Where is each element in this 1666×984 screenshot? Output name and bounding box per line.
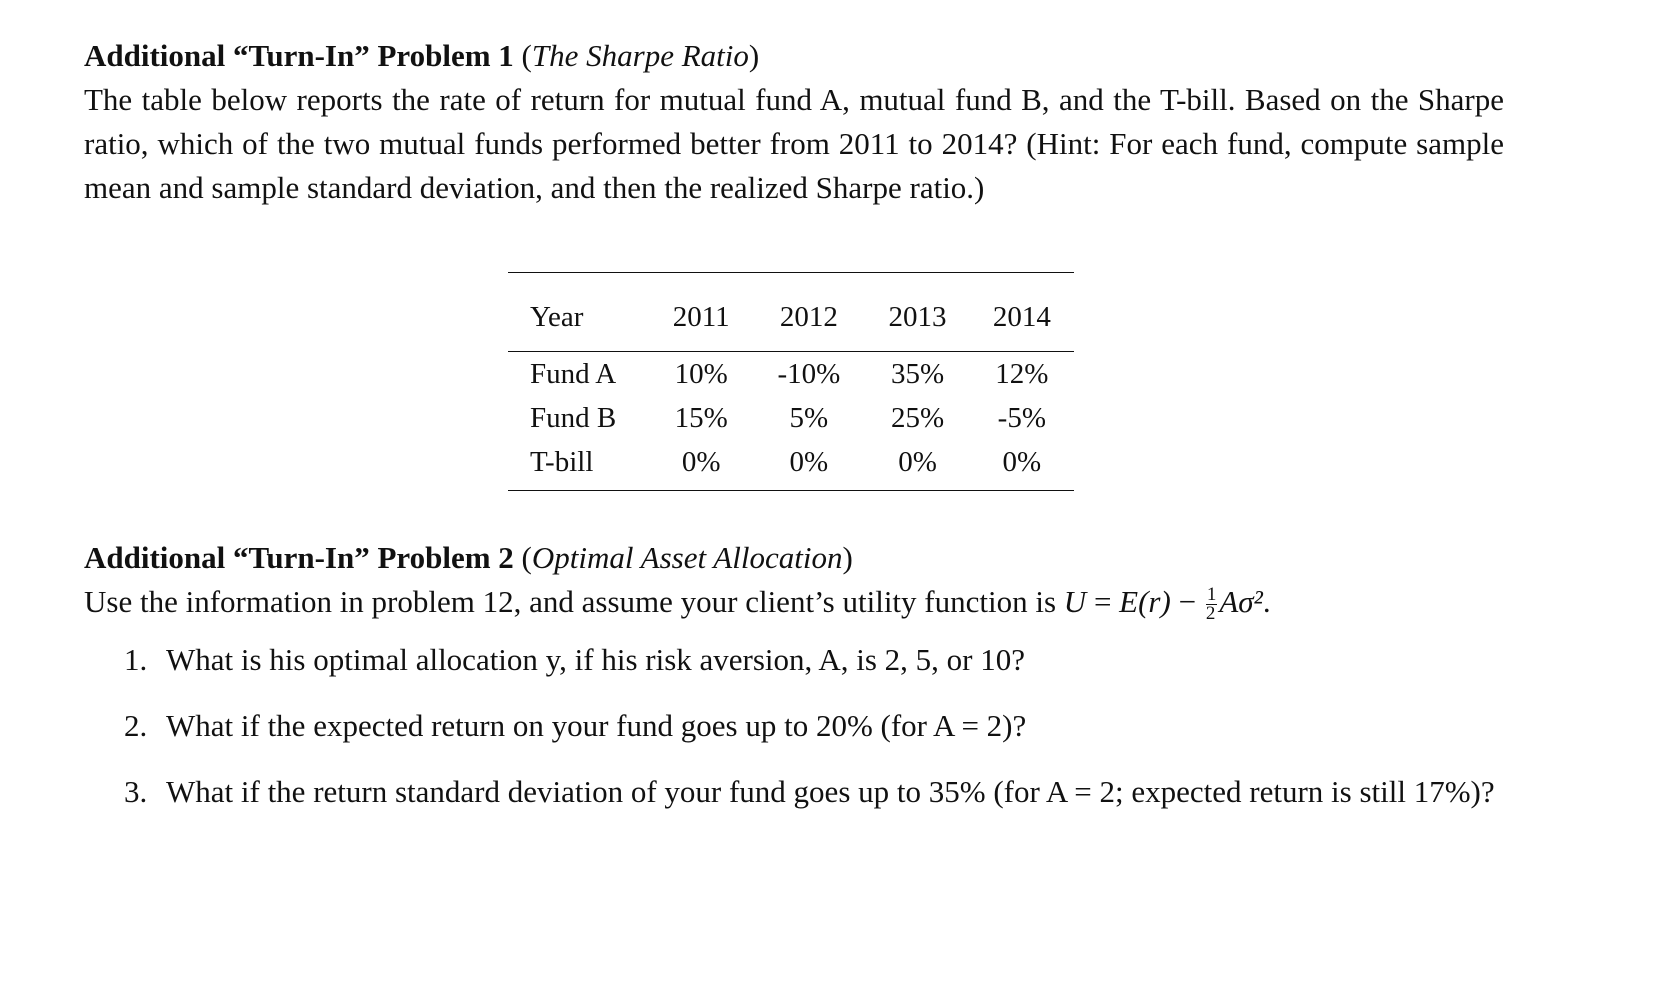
- table-cell: 0%: [789, 445, 829, 478]
- row-label: Fund B: [530, 401, 617, 434]
- item-number: 2.: [124, 708, 148, 743]
- row-label: T-bill: [530, 445, 594, 478]
- table-header-row: [508, 273, 1074, 352]
- returns-table-wrap: [508, 272, 1074, 491]
- problem-2-subtitle: Optimal Asset Allocation: [531, 540, 843, 575]
- question-list: [84, 638, 1504, 814]
- frac-numerator: 1: [1206, 584, 1217, 606]
- problem-2-title: Additional “Turn-In” Problem 2: [84, 540, 514, 575]
- formula-minus: −: [1170, 584, 1204, 619]
- problem-2-paren-close: ): [842, 540, 853, 575]
- header-cell: Year: [508, 273, 650, 352]
- item-text: What if the return standard deviation of your fund goes up to 35% (for A = 2; expected return is still 17%)?: [166, 774, 1495, 809]
- problem-2-paren-open: (: [521, 540, 532, 575]
- table-cell: 12%: [995, 357, 1049, 390]
- table-cell: 5%: [789, 401, 829, 434]
- list-item: [84, 638, 1504, 682]
- table-cell: 0%: [898, 445, 937, 478]
- frac-denominator: 2: [1205, 603, 1216, 625]
- formula-rest: Aσ²: [1219, 584, 1263, 619]
- list-item: [84, 770, 1504, 814]
- header-cell: 2014: [970, 273, 1074, 352]
- table-cell: 0%: [1002, 445, 1042, 478]
- item-number: 3.: [124, 774, 148, 809]
- returns-table: [508, 272, 1074, 491]
- table-row: [508, 440, 1074, 491]
- row-label: Fund A: [530, 357, 617, 390]
- table-cell: -5%: [997, 401, 1046, 434]
- table-row: [508, 396, 1074, 440]
- list-item: [84, 704, 1504, 748]
- header-cell: 2011: [650, 273, 752, 352]
- problem-1-section: [84, 34, 1504, 809]
- table-cell: -10%: [777, 357, 841, 390]
- table-cell: 35%: [890, 357, 945, 390]
- table-cell: 25%: [890, 401, 945, 434]
- problem-2-heading: [84, 536, 1504, 580]
- formula-end: .: [1262, 584, 1271, 619]
- problem-1-paren-open: (: [521, 38, 532, 73]
- problem-2-intro: [84, 580, 1504, 624]
- table-cell: 15%: [674, 401, 728, 434]
- problem-1-subtitle: The Sharpe Ratio: [531, 38, 749, 73]
- intro-text: Use the information in problem 12, and assume your client’s utility function is: [84, 584, 1057, 619]
- table-row: [508, 352, 1074, 397]
- problem-1-title: Additional “Turn-In” Problem 1: [84, 38, 514, 73]
- formula-fraction: [1206, 586, 1218, 623]
- problem-1-heading: [84, 34, 1504, 78]
- table-cell: 0%: [681, 445, 721, 478]
- formula-eq: =: [1086, 584, 1120, 619]
- item-number: 1.: [124, 642, 148, 677]
- table-cell: 10%: [674, 357, 728, 390]
- problem-1-body: The table below reports the rate of return for mutual fund A, mutual fund B, and the T-bill. Based on the Sharpe ratio, which of the two mutual funds performed better from 2011 to 2014? (Hint: For each fund, compute sample mean and sample standard deviation, and then the realized Sharpe ratio.): [84, 82, 1504, 205]
- header-cell: 2013: [865, 273, 969, 352]
- problem-2-section: [84, 536, 1504, 842]
- item-text: What if the expected return on your fund goes up to 20% (for A = 2)?: [166, 708, 1027, 743]
- formula-er: E(r): [1119, 584, 1171, 619]
- header-cell: 2012: [752, 273, 865, 352]
- formula-lhs: U: [1063, 584, 1087, 619]
- problem-1-paren-close: ): [748, 38, 760, 73]
- item-text: What is his optimal allocation y, if his risk aversion, A, is 2, 5, or 10?: [166, 642, 1025, 677]
